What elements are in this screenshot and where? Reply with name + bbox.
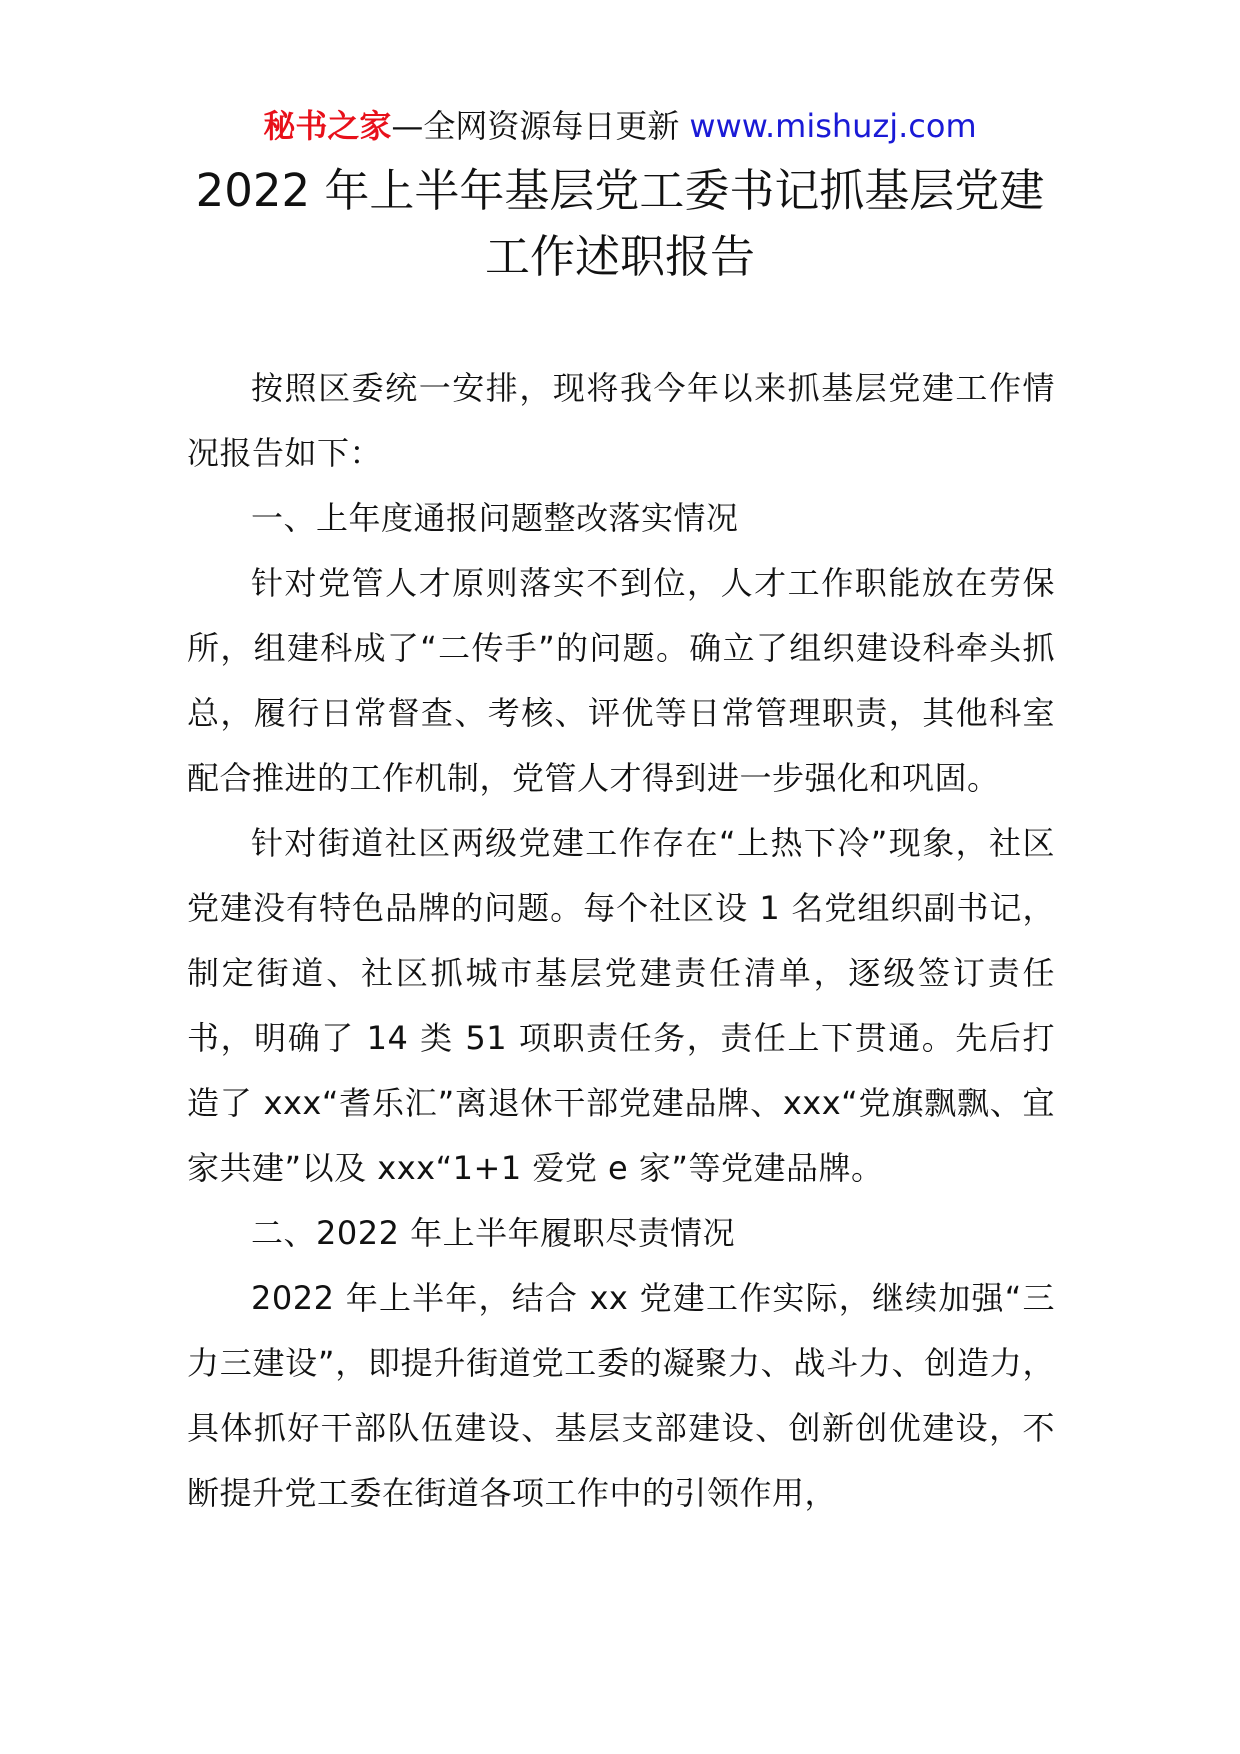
intro-paragraph: 按照区委统一安排，现将我今年以来抓基层党建工作情况报告如下：: [187, 369, 1055, 472]
header-tagline: —全网资源每日更新: [391, 107, 680, 145]
body-paragraph: 针对党管人才原则落实不到位，人才工作职能放在劳保所，组建科成了“二传手”的问题。确立了组织建设科牵头抓总，履行日常督查、考核、评优等日常管理职责，其他科室配合推进的工作机制，党管人才得到进一步强化和巩固。: [187, 564, 1055, 797]
title-line-1: 2022 年上半年基层党工委书记抓基层党建: [195, 164, 1045, 217]
section-heading-2: 二、2022 年上半年履职尽责情况: [251, 1214, 736, 1252]
site-header: [0, 98, 1240, 154]
section-heading-1: 一、上年度通报问题整改落实情况: [251, 499, 739, 537]
brand-name: 秘书之家: [263, 107, 392, 145]
document-body: [187, 356, 1055, 1526]
site-url-link[interactable]: www.mishuzj.com: [689, 107, 977, 145]
document-title: [150, 158, 1090, 290]
title-line-2: 工作述职报告: [484, 230, 755, 283]
body-paragraph: 2022 年上半年，结合 xx 党建工作实际，继续加强“三力三建设”，即提升街道党工委的凝聚力、战斗力、创造力，具体抓好干部队伍建设、基层支部建设、创新创优建设，不断提升党工委在街道各项工作中的引领作用，: [187, 1279, 1055, 1512]
body-paragraph: 针对街道社区两级党建工作存在“上热下冷”现象，社区党建没有特色品牌的问题。每个社区设 1 名党组织副书记，制定街道、社区抓城市基层党建责任清单，逐级签订责任书，明确了 14 类 51 项职责任务，责任上下贯通。先后打造了 xxx“耆乐汇”离退休干部党建品牌、xxx“党旗飘飘、宜家共建”以及 xxx“1+1 爱党 e 家”等党建品牌。: [187, 824, 1055, 1187]
